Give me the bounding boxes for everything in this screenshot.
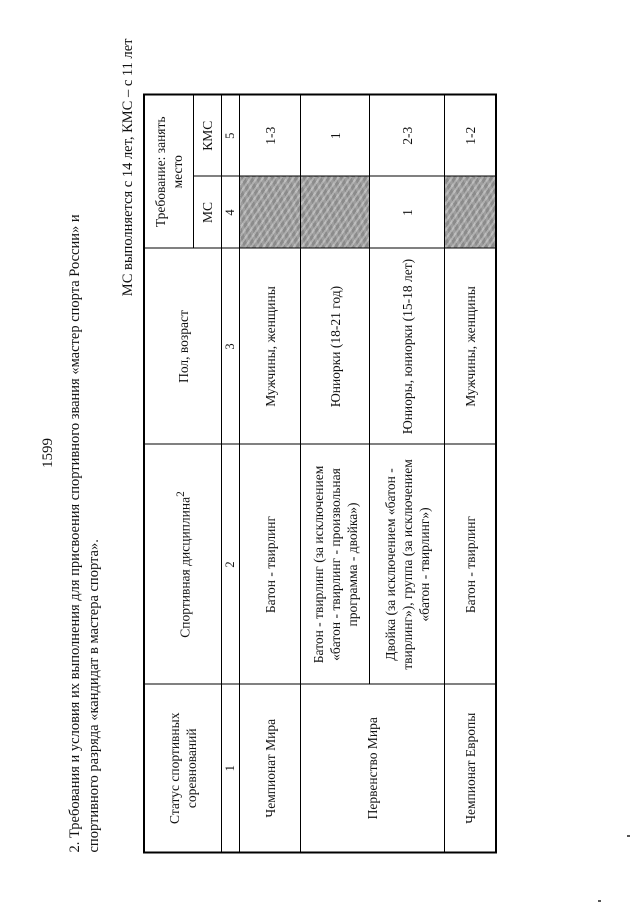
age-note: МС выполняется с 14 лет, КМС – с 11 лет	[120, 38, 136, 296]
cell-kms: 1-3	[240, 94, 301, 176]
cell-kms: 1-2	[445, 94, 497, 176]
table-row	[240, 94, 301, 852]
footnote-marker: 2	[174, 490, 187, 497]
cell-discipline: Батон - твирлинг (за исключением «батон - твирлинг - произвольная программа - двойка»)	[301, 444, 370, 684]
cell-ms: 1	[370, 176, 445, 248]
table-row	[301, 94, 370, 852]
cell-status: Чемпионат Европы	[445, 684, 497, 852]
cell-gender-age: Юниорки (18-21 год)	[301, 248, 370, 444]
heading-line-1: 2. Требования и условия их выполнения для присвоения спортивного звания «мастер спорта России» и	[67, 213, 83, 852]
cell-ms-shaded	[240, 176, 301, 248]
section-heading	[66, 32, 104, 852]
column-number: 2	[222, 444, 240, 684]
column-number: 5	[222, 94, 240, 176]
requirements-table	[143, 93, 497, 853]
cell-status: Первенство Мира	[301, 684, 445, 852]
page-number: 1599	[40, 437, 56, 468]
cell-gender-age: Мужчины, женщины	[445, 248, 497, 444]
table-header-row	[144, 94, 194, 852]
column-number: 3	[222, 248, 240, 444]
header-requirement: Требование: занять место	[144, 94, 194, 248]
header-gender-age: Пол, возраст	[144, 248, 222, 444]
cell-status: Чемпионат Мира	[240, 684, 301, 852]
cell-discipline: Батон - твирлинг	[445, 444, 497, 684]
column-number-row	[222, 94, 240, 852]
cell-discipline: Двойка (за исключением «батон - твирлинг»), группа (за исключением «батон - твирлинг»)	[370, 444, 445, 684]
cell-kms: 2-3	[370, 94, 445, 176]
cell-kms: 1	[301, 94, 370, 176]
header-discipline-text: Спортивная дисциплина	[177, 496, 193, 638]
column-number: 1	[222, 684, 240, 852]
cell-discipline: Батон - твирлинг	[240, 444, 301, 684]
header-discipline	[144, 444, 222, 684]
header-ms: МС	[194, 176, 222, 248]
column-number: 4	[222, 176, 240, 248]
scan-speck	[598, 900, 601, 902]
heading-line-2: спортивного разряда «кандидат в мастера спорта».	[86, 538, 102, 852]
table-row	[445, 94, 497, 852]
cell-ms-shaded	[445, 176, 497, 248]
scan-speck	[627, 835, 630, 837]
cell-ms-shaded	[301, 176, 370, 248]
header-kms: КМС	[194, 94, 222, 176]
cell-gender-age: Юниоры, юниорки (15-18 лет)	[370, 248, 445, 444]
header-status: Статус спортивных соревнований	[144, 684, 222, 852]
cell-gender-age: Мужчины, женщины	[240, 248, 301, 444]
